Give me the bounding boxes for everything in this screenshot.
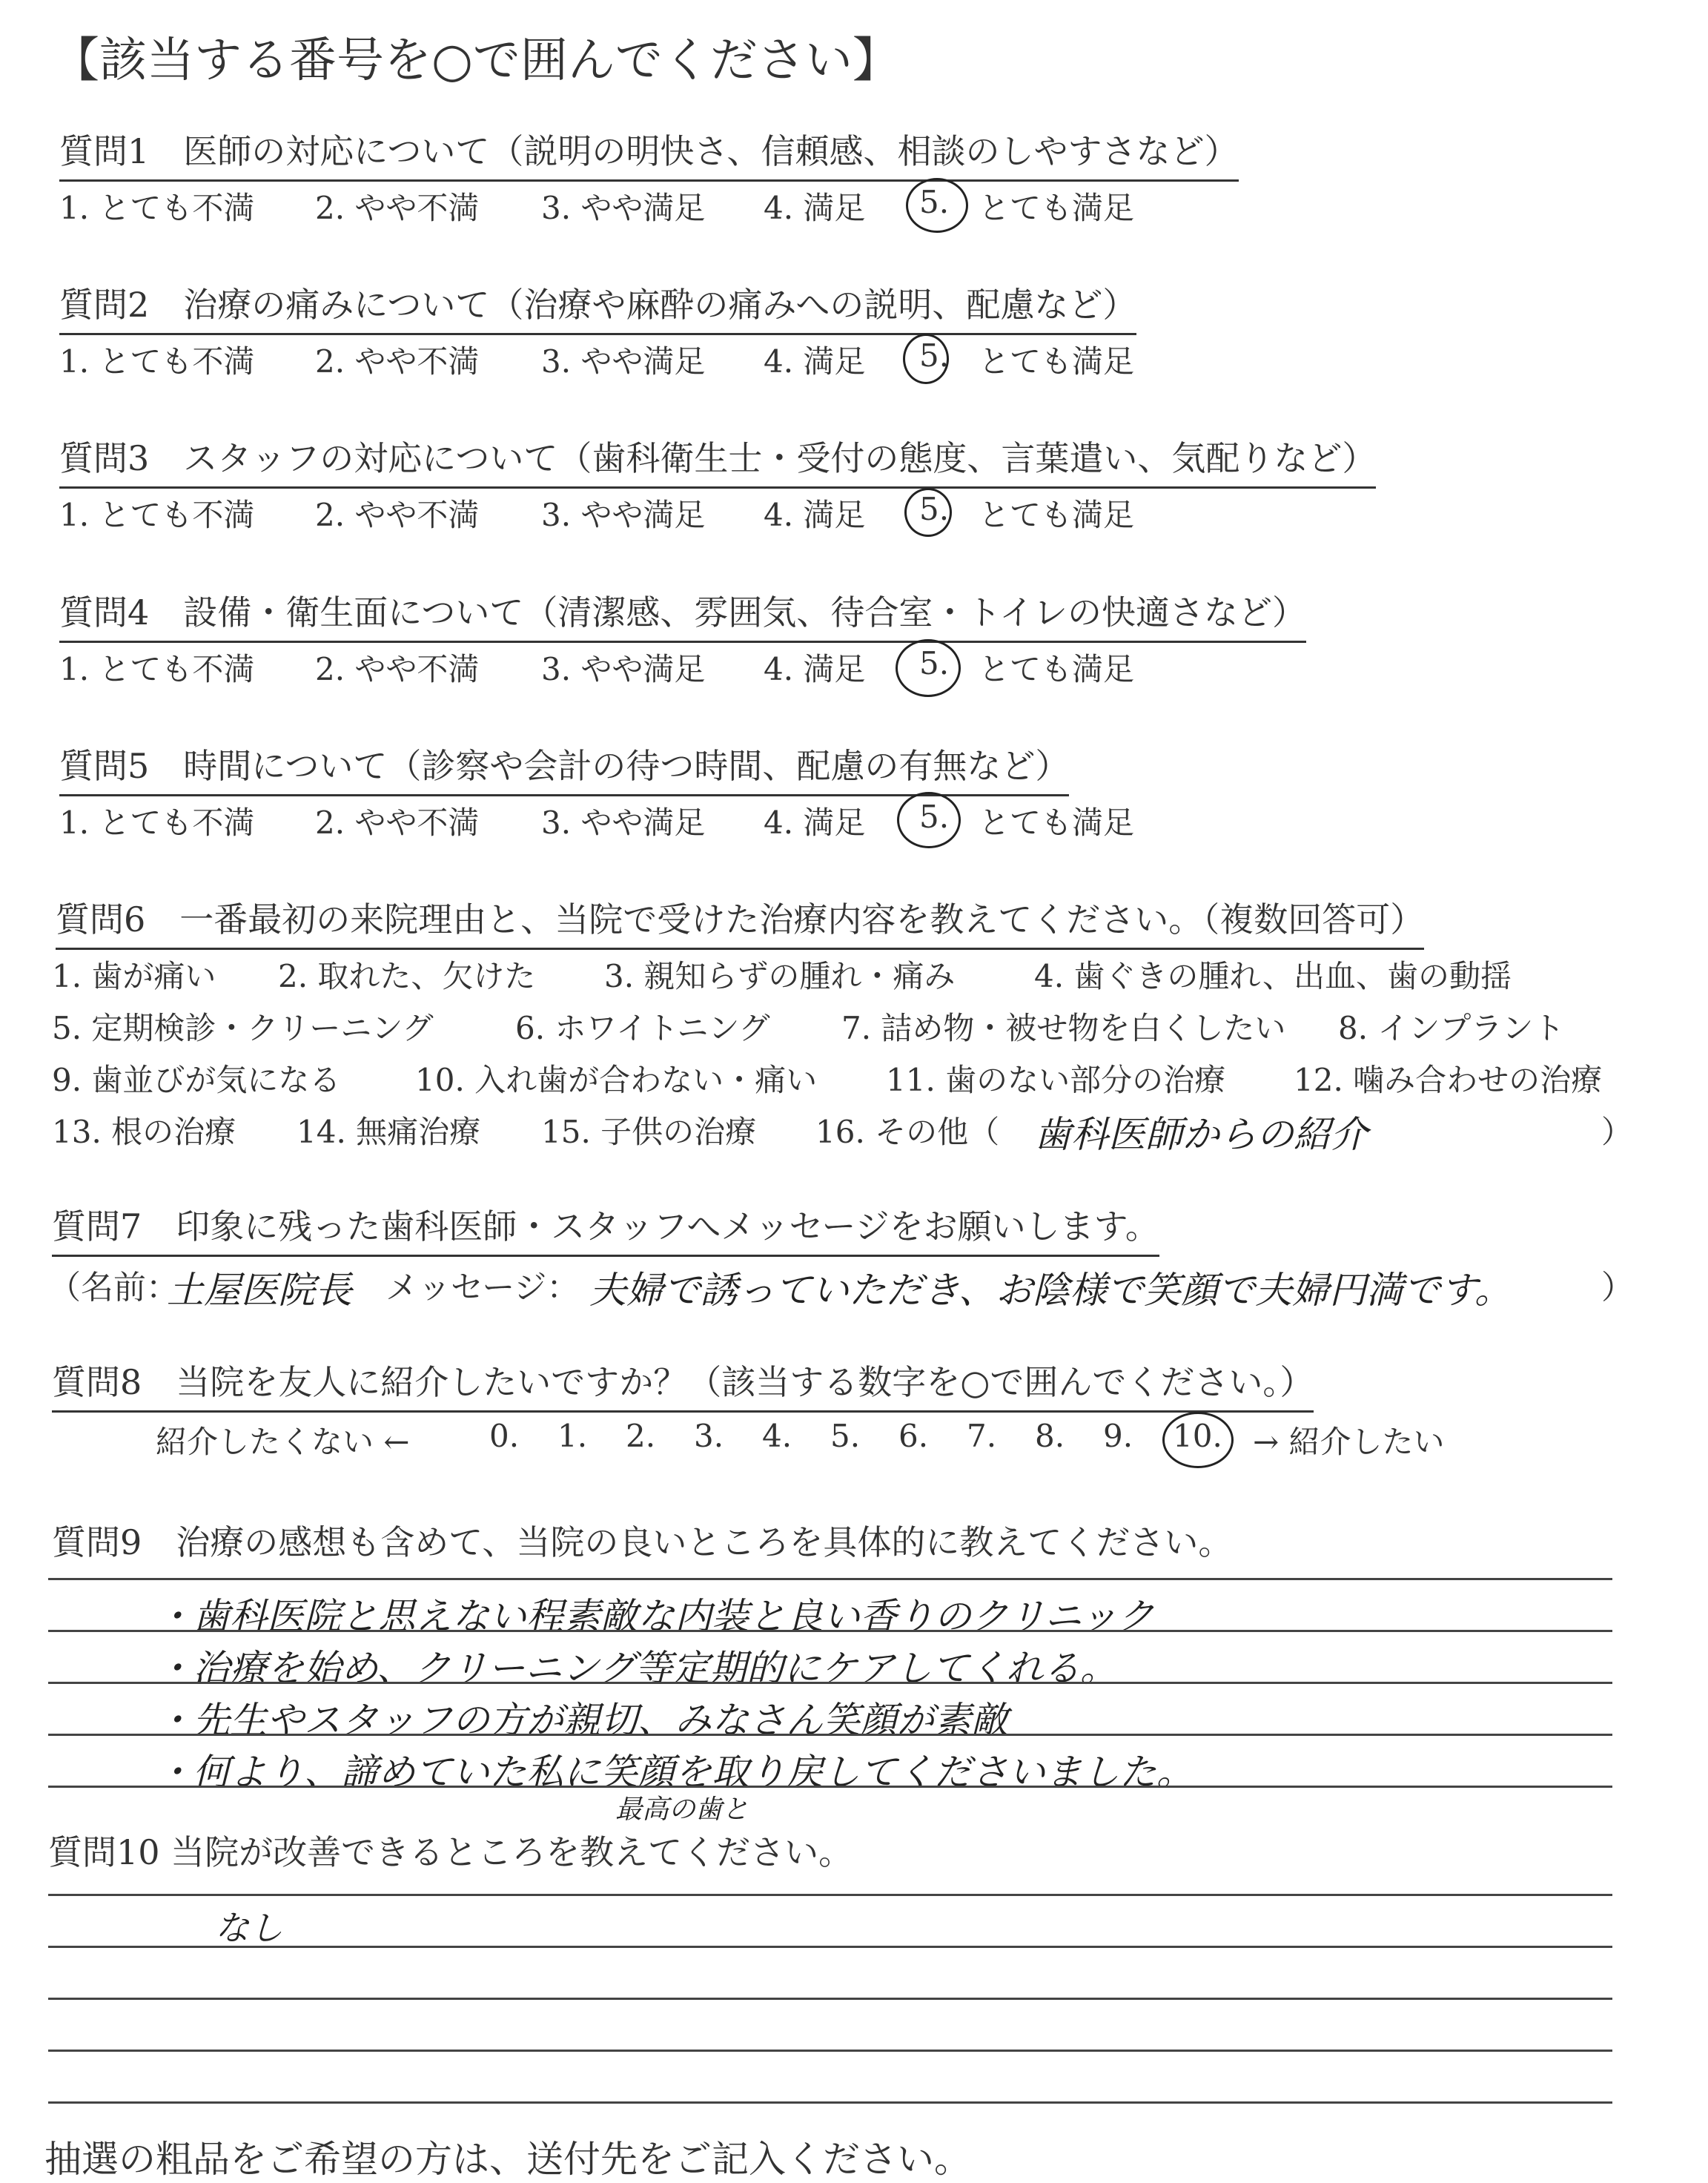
q3-option-3[interactable]: 3. やや満足 (541, 497, 706, 533)
q5-option-1[interactable]: 1. とても不満 (59, 805, 255, 841)
q5-option-5-label: とても満足 (979, 805, 1135, 841)
q6-options (52, 952, 1653, 1175)
q4-title: 質問4 設備・衛生面について（清潔感、雰囲気、待合室・トイレの快適さなど） (59, 586, 1306, 643)
q1-option-2[interactable]: 2. やや不満 (315, 190, 480, 226)
q5-selection-circle (897, 792, 961, 848)
q10-answer-line-2 (48, 1946, 1612, 1948)
q1-option-4[interactable]: 4. 満足 (764, 190, 866, 226)
q6-option-13[interactable]: 13. 根の治療 (52, 1114, 236, 1150)
q2-selection-circle (903, 334, 949, 384)
q9-answer-line-2 (48, 1630, 1612, 1632)
q3-option-5-label: とても満足 (979, 497, 1135, 533)
q5-title: 質問5 時間について（診察や会計の待つ時間、配慮の有無など） (59, 739, 1069, 796)
q4-option-5[interactable]: 5. (919, 645, 950, 681)
footer-partial-text: 抽選の粗品をご希望の方は、送付先をご記入ください。 (44, 2138, 971, 2181)
q8-scale-5[interactable]: 5. (830, 1418, 861, 1454)
q6-option-3[interactable]: 3. 親知らずの腫れ・痛み (604, 958, 956, 994)
q8-scale-2[interactable]: 2. (626, 1418, 656, 1454)
q6-option-15[interactable]: 15. 子供の治療 (541, 1114, 757, 1150)
q6-option-1[interactable]: 1. 歯が痛い (52, 958, 216, 994)
q10-answer-line-3 (48, 1998, 1612, 2000)
q2-option-2[interactable]: 2. やや不満 (315, 343, 480, 380)
q6-option-6[interactable]: 6. ホワイトニング (515, 1010, 770, 1046)
q2-title: 質問2 治療の痛みについて（治療や麻酔の痛みへの説明、配慮など） (59, 278, 1136, 335)
q3-title: 質問3 スタッフの対応について（歯科衛生士・受付の態度、言葉遣い、気配りなど） (59, 432, 1376, 489)
q5-option-5[interactable]: 5. (919, 799, 950, 835)
q2-option-4[interactable]: 4. 満足 (764, 343, 866, 380)
q9-answer-1[interactable]: ・歯科医院と思えない程素敵な内装と良い香りのクリニック (156, 1595, 1154, 1638)
q4-option-3[interactable]: 3. やや満足 (541, 651, 706, 687)
q7-title: 質問7 印象に残った歯科医師・スタッフへメッセージをお願いします。 (52, 1200, 1159, 1257)
q8-scale-10[interactable]: 10. (1173, 1418, 1222, 1454)
q2-option-1[interactable]: 1. とても不満 (59, 343, 255, 380)
q1-selection-circle (906, 178, 968, 233)
q8-scale-7[interactable]: 7. (967, 1418, 997, 1454)
q8-scale-6[interactable]: 6. (898, 1418, 929, 1454)
q3-option-1[interactable]: 1. とても不満 (59, 497, 255, 533)
q6-option-5[interactable]: 5. 定期検診・クリーニング (52, 1010, 434, 1046)
q5-option-4[interactable]: 4. 満足 (764, 805, 866, 841)
q8-scale-1[interactable]: 1. (557, 1418, 588, 1454)
q6-option-7[interactable]: 7. 詰め物・被せ物を白くしたい (841, 1010, 1286, 1046)
q9-inserted-note[interactable]: 最高の歯と (615, 1794, 749, 1825)
q8-right-label: → 紹介したい (1253, 1424, 1445, 1460)
q6-option-12[interactable]: 12. 噛み合わせの治療 (1294, 1062, 1603, 1098)
q8-scale-4[interactable]: 4. (762, 1418, 792, 1454)
q9-answer-2[interactable]: ・治療を始め、クリーニング等定期的にケアしてくれる。 (156, 1647, 1117, 1690)
q7-message-label: メッセージ： (385, 1269, 580, 1307)
q1-option-5-label: とても満足 (979, 190, 1135, 226)
q7-close-paren: ） (1601, 1269, 1634, 1307)
q8-scale (156, 1418, 1564, 1470)
q1-title: 質問1 医師の対応について（説明の明快さ、信頼感、相談のしやすさなど） (59, 125, 1239, 182)
q6-other-close-paren: ） (1601, 1114, 1633, 1150)
q1-option-5[interactable]: 5. (919, 184, 950, 220)
q5-option-2[interactable]: 2. やや不満 (315, 805, 480, 841)
q10-answer-line-4 (48, 2050, 1612, 2052)
q9-answer-line-5 (48, 1786, 1612, 1788)
q2-option-5[interactable]: 5. (919, 337, 950, 374)
q7-name-handwritten[interactable]: 土屋医院長 (167, 1269, 352, 1312)
q6-option-9[interactable]: 9. 歯並びが気になる (52, 1062, 341, 1098)
q8-left-label: 紹介したくない ← (156, 1424, 410, 1460)
q4-option-5-label: とても満足 (979, 651, 1135, 687)
q1-option-3[interactable]: 3. やや満足 (541, 190, 706, 226)
q9-title: 質問9 治療の感想も含めて、当院の良いところを具体的に教えてください。 (52, 1522, 1233, 1562)
q8-title: 質問8 当院を友人に紹介したいですか？（該当する数字を○で囲んでください。） (52, 1355, 1314, 1413)
q2-option-5-label: とても満足 (979, 343, 1135, 380)
q9-answer-line-3 (48, 1682, 1612, 1684)
q5-option-3[interactable]: 3. やや満足 (541, 805, 706, 841)
q10-answer-line-5 (48, 2101, 1612, 2104)
q6-option-4[interactable]: 4. 歯ぐきの腫れ、出血、歯の動揺 (1034, 958, 1512, 994)
q6-title: 質問6 一番最初の来院理由と、当院で受けた治療内容を教えてください。（複数回答可） (56, 893, 1424, 950)
q9-answer-4[interactable]: ・何より、諦めていた私に笑顔を取り戻してくださいました。 (156, 1751, 1194, 1794)
q6-option-16-other[interactable]: 16. その他（ (815, 1114, 1000, 1150)
q4-option-1[interactable]: 1. とても不満 (59, 651, 255, 687)
q8-scale-3[interactable]: 3. (694, 1418, 724, 1454)
q3-selection-circle (904, 488, 952, 537)
q6-option-2[interactable]: 2. 取れた、欠けた (278, 958, 536, 994)
q4-selection-circle (896, 639, 961, 697)
q10-answer[interactable]: なし (215, 1908, 283, 1948)
q6-other-handwritten-answer[interactable]: 歯科医師からの紹介 (1034, 1113, 1368, 1156)
q7-message-handwritten[interactable]: 夫婦で誘っていただき、お陰様で笑顔で夫婦円満です。 (589, 1269, 1512, 1312)
q1-option-1[interactable]: 1. とても不満 (59, 190, 255, 226)
q4-option-2[interactable]: 2. やや不満 (315, 651, 480, 687)
q9-answer-line-4 (48, 1734, 1612, 1736)
q6-option-8[interactable]: 8. インプラント (1338, 1010, 1565, 1046)
q3-option-4[interactable]: 4. 満足 (764, 497, 866, 533)
q10-answer-line-1 (48, 1894, 1612, 1896)
q6-option-11[interactable]: 11. 歯のない部分の治療 (886, 1062, 1226, 1098)
q9-answer-line-1 (48, 1578, 1612, 1580)
q6-option-10[interactable]: 10. 入れ歯が合わない・痛い (415, 1062, 818, 1098)
q8-scale-9[interactable]: 9. (1103, 1418, 1133, 1454)
q4-option-4[interactable]: 4. 満足 (764, 651, 866, 687)
q6-option-14[interactable]: 14. 無痛治療 (297, 1114, 481, 1150)
q9-answer-3[interactable]: ・先生やスタッフの方が親切、みなさん笑顔が素敵 (156, 1699, 1008, 1742)
q8-scale-0[interactable]: 0. (489, 1418, 520, 1454)
q10-title: 質問10 当院が改善できるところを教えてください。 (48, 1832, 853, 1872)
q2-option-3[interactable]: 3. やや満足 (541, 343, 706, 380)
q3-option-2[interactable]: 2. やや不満 (315, 497, 480, 533)
q3-option-5[interactable]: 5. (919, 491, 950, 527)
q8-selection-circle (1162, 1412, 1234, 1468)
q7-name-label: （名前： (48, 1269, 179, 1307)
q8-scale-8[interactable]: 8. (1035, 1418, 1065, 1454)
page-title: 【該当する番号を○で囲んでください】 (52, 33, 900, 88)
